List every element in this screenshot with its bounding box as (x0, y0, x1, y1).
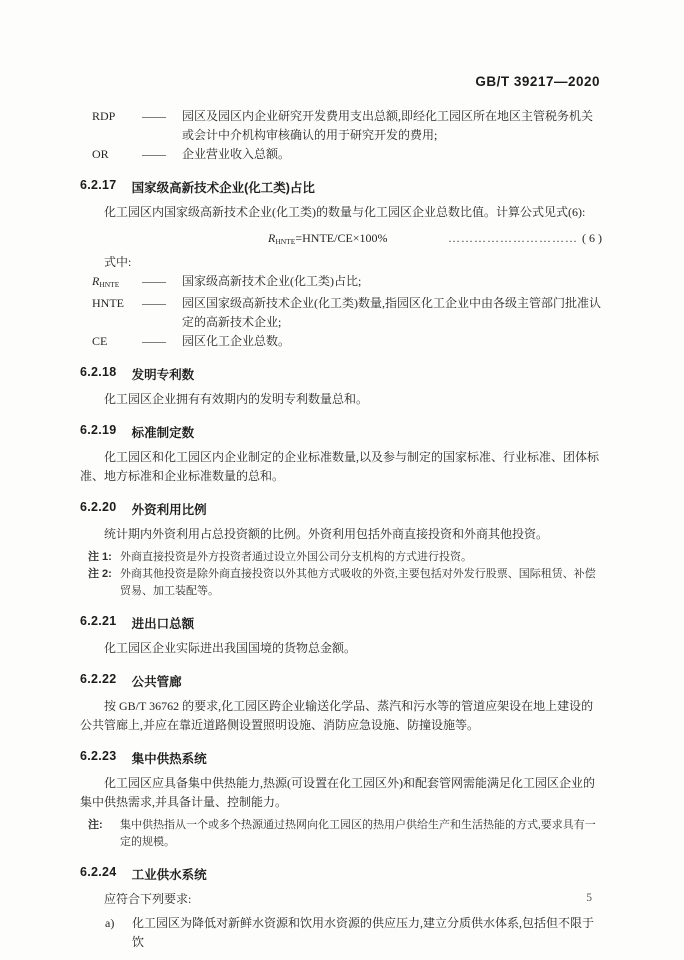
section-6-2-21 (80, 614, 602, 658)
standard-code-header: GB/T 39217—2020 (475, 74, 600, 89)
section-title: 国家级高新技术企业(化工类)占比 (131, 181, 315, 195)
section-number: 6.2.23 (80, 749, 117, 763)
definition-or (92, 145, 602, 164)
definition-rdp (92, 107, 602, 145)
note-text: 外商其他投资是除外商直接投资以外其他方式吸收的外资,主要包括对外发行股票、国际租赁、补偿贸易、加工装配等。 (120, 568, 596, 597)
definition-term: OR (92, 147, 109, 161)
page-number: 5 (586, 892, 592, 904)
formula-expression (268, 227, 388, 253)
definition-term: RDP (92, 109, 116, 123)
section-number: 6.2.18 (80, 365, 117, 379)
definition-term: HNTE (92, 296, 124, 310)
definition-rhnte (92, 272, 602, 294)
section-6-2-20 (80, 500, 602, 600)
section-6-2-17 (80, 178, 602, 351)
section-heading (80, 365, 602, 383)
section-title: 外资利用比例 (131, 503, 207, 517)
section-title: 进出口总额 (131, 617, 195, 631)
section-title: 工业供水系统 (131, 868, 207, 882)
section-6-2-22 (80, 672, 602, 735)
list-item-label: a) (105, 916, 115, 930)
formula-body: =HNTE/CE×100% (295, 231, 388, 245)
section-heading (80, 749, 602, 767)
list-item-text: 化工园区为降低对新鲜水资源和饮用水资源的供应压力,建立分质供水体系,包括但不限于饮 (132, 916, 595, 949)
section-number: 6.2.21 (80, 614, 117, 628)
section-heading (80, 423, 602, 441)
note-label: 注 1: (88, 551, 112, 563)
continued-definition-list (80, 107, 602, 164)
section-title: 公共管廊 (131, 675, 182, 689)
note-1 (88, 549, 602, 566)
section-paragraph: 化工园区内国家级高新技术企业(化工类)的数量与化工园区企业总数比值。计算公式见式(6): (104, 205, 586, 219)
definition-ce (92, 332, 602, 351)
section-heading (80, 614, 602, 632)
note-2 (88, 566, 602, 600)
section-number: 6.2.19 (80, 423, 117, 437)
section-paragraph: 应符合下列要求: (104, 892, 192, 906)
definition-hnte (92, 294, 602, 332)
formula-variable: R (268, 231, 276, 245)
section-6-2-24 (80, 865, 602, 952)
definition-dash: —— (142, 109, 166, 123)
formula-6 (80, 227, 602, 253)
where-label: 式中: (104, 255, 132, 269)
definition-dash: —— (142, 274, 166, 288)
section-6-2-23 (80, 749, 602, 851)
definition-dash: —— (142, 296, 166, 310)
definition-description: 园区及园区内企业研究开发费用支出总额,即经化工园区所在地区主管税务机关或会计中介机构审核确认的用于研究开发的费用; (182, 109, 594, 142)
section-number: 6.2.22 (80, 672, 117, 686)
section-paragraph: 化工园区企业实际进出我国国境的货物总金额。 (104, 641, 357, 655)
definition-description: 企业营业收入总额。 (182, 147, 291, 161)
section-heading (80, 178, 602, 196)
section-paragraph: 化工园区企业拥有有效期内的发明专利数量总和。 (104, 392, 369, 406)
note (88, 817, 602, 851)
formula-subscript: HNTE (275, 237, 296, 246)
page-content (80, 74, 602, 952)
section-title: 发明专利数 (131, 368, 195, 382)
definition-description: 园区化工企业总数。 (182, 334, 291, 348)
definition-dash: —— (142, 147, 166, 161)
definition-term: CE (92, 334, 108, 348)
section-6-2-18 (80, 365, 602, 409)
note-text: 集中供热指从一个或多个热源通过热网向化工园区的热用户供给生产和生活热能的方式,要求具有一定的规模。 (120, 819, 596, 848)
note-label: 注: (88, 819, 103, 831)
definition-description: 园区国家级高新技术企业(化工类)数量,指园区化工企业中由各级主管部门批准认定的高新技术企业; (182, 296, 601, 329)
definition-description: 国家级高新技术企业(化工类)占比; (182, 274, 362, 288)
section-6-2-19 (80, 423, 602, 486)
list-item-a (105, 914, 602, 952)
section-paragraph: 统计期内外资利用占总投资额的比例。外资利用包括外商直接投资和外商其他投资。 (104, 527, 549, 541)
formula-number: ( 6 ) (582, 231, 602, 245)
section-heading (80, 672, 602, 690)
section-heading (80, 865, 602, 883)
note-text: 外商直接投资是外方投资者通过设立外国公司分支机构的方式进行投资。 (120, 551, 472, 563)
section-paragraph: 化工园区应具备集中供热能力,热源(可设置在化工园区外)和配套管网需能满足化工园区企业的集中供热需求,并具备计量、控制能力。 (80, 776, 595, 809)
section-number: 6.2.24 (80, 865, 117, 879)
section-number: 6.2.20 (80, 500, 117, 514)
section-heading (80, 500, 602, 518)
formula-dot-leader: ………………………… (448, 231, 578, 245)
section-paragraph: 按 GB/T 36762 的要求,化工园区跨企业输送化学品、蒸汽和污水等的管道应架设在地上建设的公共管廊上,并应在靠近道路侧设置照明设施、消防应急设施、防撞设施等。 (80, 699, 594, 732)
section-number: 6.2.17 (80, 178, 117, 192)
section-paragraph: 化工园区和化工园区内企业制定的企业标准数量,以及参与制定的国家标准、行业标准、团体标准、地方标准和企业标准数量的总和。 (80, 450, 600, 483)
definition-term: $R_{HNTE}$ (92, 274, 120, 289)
note-label: 注 2: (88, 568, 112, 580)
section-title: 标准制定数 (131, 426, 195, 440)
definition-dash: —— (142, 334, 166, 348)
section-title: 集中供热系统 (131, 752, 207, 766)
